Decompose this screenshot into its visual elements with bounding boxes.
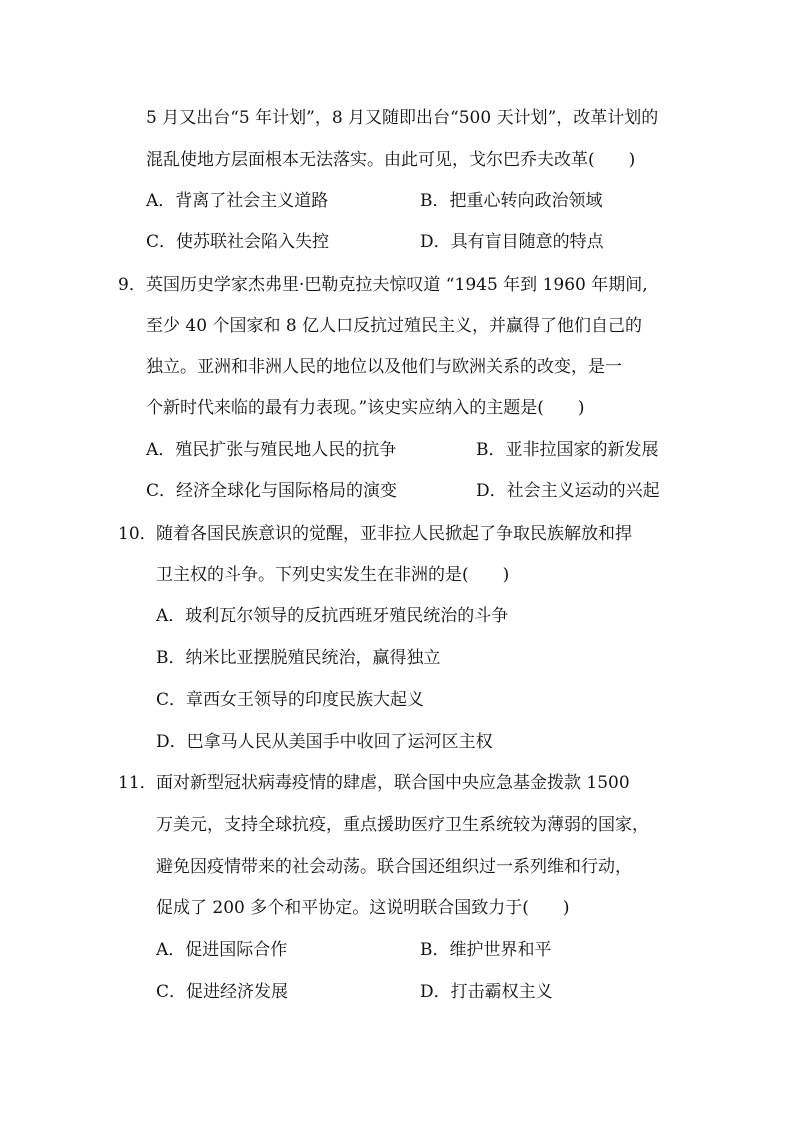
- q11-line-3: 避免因疫情带来的社会动荡。联合国还组织过一系列维和行动，: [156, 857, 632, 877]
- q9-option-d[interactable]: D．社会主义运动的兴起: [476, 481, 660, 501]
- q10-number: 10．: [118, 524, 157, 544]
- q9-number: 9．: [118, 275, 146, 295]
- q11-option-a[interactable]: A．促进国际合作: [156, 940, 288, 960]
- q10-line-1: 随着各国民族意识的觉醒，亚非拉人民掀起了争取民族解放和捍: [156, 524, 632, 544]
- q8-option-b[interactable]: B．把重心转向政治领域: [420, 191, 603, 211]
- q10-option-b[interactable]: B．纳米比亚摆脱殖民统治，赢得独立: [156, 648, 441, 668]
- q8-line-1: 5 月又出台“5 年计划”，8 月又随即出台“500 天计划”，改革计划的: [146, 108, 659, 128]
- q11-number: 11．: [118, 773, 157, 793]
- q9-line-1: 英国历史学家杰弗里·巴勒克拉夫惊叹道 “1945 年到 1960 年期间,: [146, 275, 648, 295]
- q9-option-c[interactable]: C．经济全球化与国际格局的演变: [146, 481, 398, 501]
- q9-option-b[interactable]: B．亚非拉国家的新发展: [476, 440, 659, 460]
- q11-option-c[interactable]: C．促进经济发展: [156, 982, 289, 1002]
- q11-option-d[interactable]: D．打击霸权主义: [420, 982, 553, 1002]
- q10-option-c[interactable]: C．章西女王领导的印度民族大起义: [156, 690, 425, 710]
- q8-line-2: 混乱使地方层面根本无法落实。由此可见，戈尔巴乔夫改革( ): [146, 150, 636, 170]
- q8-option-a[interactable]: A．背离了社会主义道路: [146, 191, 329, 211]
- q10-line-2: 卫主权的斗争。下列史实发生在非洲的是( ): [156, 565, 510, 585]
- q11-option-b[interactable]: B．维护世界和平: [420, 940, 552, 960]
- q11-line-1: 面对新型冠状病毒疫情的肆虐，联合国中央应急基金拨款 1500: [156, 773, 630, 793]
- q10-option-a[interactable]: A．玻利瓦尔领导的反抗西班牙殖民统治的斗争: [156, 606, 509, 626]
- q9-option-a[interactable]: A．殖民扩张与殖民地人民的抗争: [146, 440, 397, 460]
- q8-option-c[interactable]: C．使苏联社会陷入失控: [146, 232, 330, 252]
- q9-line-4: 个新时代来临的最有力表现。”该史实应纳入的主题是( ): [146, 398, 585, 418]
- q10-option-d[interactable]: D．巴拿马人民从美国手中收回了运河区主权: [156, 732, 493, 752]
- q8-option-d[interactable]: D．具有盲目随意的特点: [420, 232, 604, 252]
- q9-line-2: 至少 40 个国家和 8 亿人口反抗过殖民主义，并赢得了他们自己的: [146, 316, 643, 336]
- q9-line-3: 独立。亚洲和非洲人民的地位以及他们与欧洲关系的改变，是一: [146, 357, 622, 377]
- q11-line-2: 万美元，支持全球抗疫，重点援助医疗卫生系统较为薄弱的国家，: [156, 815, 649, 835]
- q11-line-4: 促成了 200 多个和平协定。这说明联合国致力于( ): [156, 898, 570, 918]
